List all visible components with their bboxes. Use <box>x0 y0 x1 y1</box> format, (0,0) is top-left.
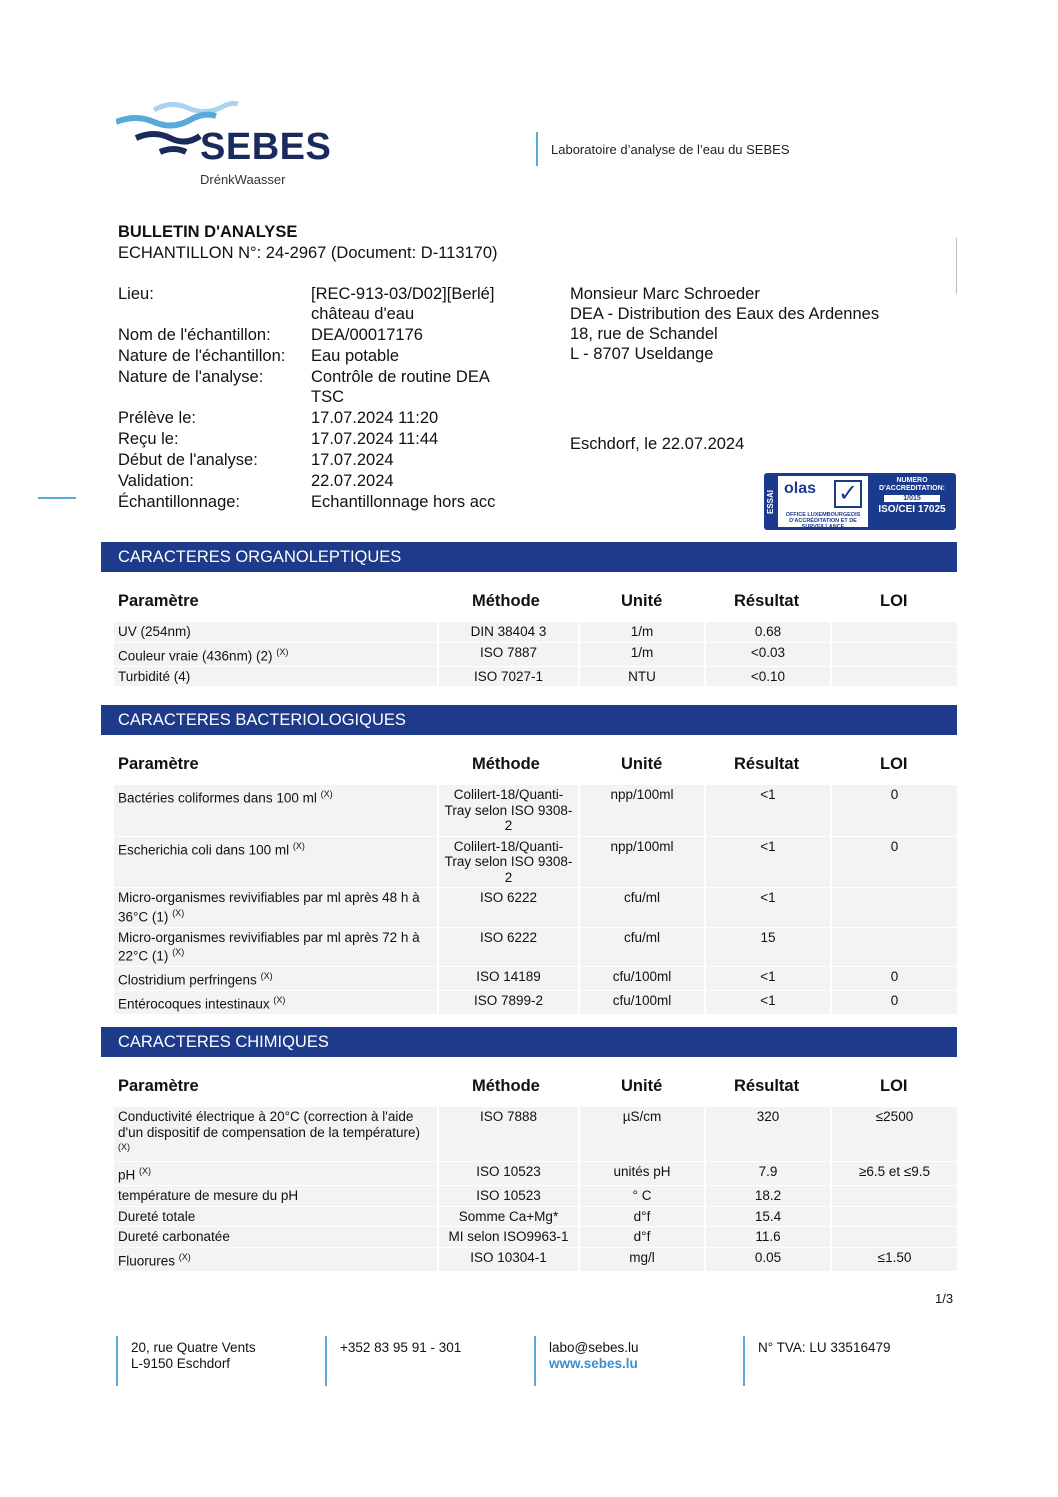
info-value: Contrôle de routine DEA TSC <box>311 368 489 406</box>
cell-loi: 0 <box>890 993 899 1008</box>
col-resultat: Résultat <box>734 1077 800 1095</box>
parametre-text: Conductivité électrique à 20°C (correction à l'aide d'un dispositif de compensation de la température) <box>118 1109 421 1140</box>
cell-parametre <box>114 991 439 1014</box>
cell-methode: ISO 7888 <box>439 1107 580 1161</box>
accreditation-number-title: NUMERO D'ACCREDITATION: <box>879 477 945 492</box>
col-unite: Unité <box>621 592 663 610</box>
cell-loi <box>832 1227 957 1247</box>
cell-methode: Colilert-18/Quanti-Tray selon ISO 9308-2 <box>439 837 580 888</box>
recipient-street: 18, rue de Schandel <box>570 325 718 343</box>
parametre-text: Clostridium perfringens <box>118 972 257 988</box>
accreditation-iso: ISO/CEI 17025 <box>878 504 946 515</box>
accredited-marker: (X) <box>273 995 286 1005</box>
table-organoleptiques <box>114 622 957 687</box>
cell-unite: cfu/ml <box>580 888 706 927</box>
cell-loi: ≤1.50 <box>877 1249 912 1265</box>
table-row <box>114 1107 957 1161</box>
recipient-address <box>570 284 879 364</box>
cell-methode: ISO 6222 <box>439 888 580 927</box>
cell-unite: cfu/ml <box>580 928 706 967</box>
parametre-text: Couleur vraie (436nm) (2) <box>118 648 273 663</box>
accreditation-badge <box>764 473 956 530</box>
parametre-text: Turbidité (4) <box>118 668 191 684</box>
table-row <box>114 991 957 1014</box>
cell-loi: 0 <box>890 787 899 802</box>
bulletin-title: BULLETIN D'ANALYSE <box>118 223 298 241</box>
table-chimiques <box>114 1107 957 1272</box>
col-parametre: Paramètre <box>118 755 199 773</box>
footer-divider <box>116 1336 118 1386</box>
olas-office: OFFICE LUXEMBOURGEOIS D'ACCRÉDITATION ET DE SURVEILLANCE <box>785 512 861 530</box>
cell-resultat: <1 <box>706 888 832 927</box>
info-value: Echantillonnage hors acc <box>311 493 496 511</box>
table-row <box>114 1227 957 1247</box>
cell-loi <box>832 888 957 927</box>
table-row <box>114 1162 957 1185</box>
lab-title: Laboratoire d’analyse de l’eau du SEBES <box>551 142 790 157</box>
accredited-marker: (X) <box>292 840 305 851</box>
cell-unite: npp/100ml <box>580 785 706 836</box>
cell-resultat: 320 <box>706 1107 832 1161</box>
cell-resultat: 15.4 <box>706 1207 832 1227</box>
col-unite: Unité <box>621 1077 663 1095</box>
info-value: 17.07.2024 11:20 <box>311 409 439 427</box>
footer-tva: N° TVA: LU 33516479 <box>758 1340 891 1355</box>
accredited-marker: (X) <box>320 789 333 799</box>
cell-unite: 1/m <box>580 643 706 666</box>
info-row <box>118 471 538 491</box>
section-title-bacteriologiques: CARACTERES BACTERIOLOGIQUES <box>101 705 957 735</box>
cell-unite: unités pH <box>580 1162 706 1185</box>
col-methode: Méthode <box>472 1077 540 1095</box>
cell-resultat: 15 <box>706 928 832 967</box>
report-date: Eschdorf, le 22.07.2024 <box>570 435 745 453</box>
cell-loi <box>832 667 957 687</box>
cell-unite: d°f <box>580 1227 706 1247</box>
info-row <box>118 325 538 345</box>
cell-methode: ISO 7899-2 <box>439 991 580 1014</box>
recipient-name: Monsieur Marc Schroeder <box>570 285 760 303</box>
parametre-text: Bactéries coliformes dans 100 ml <box>118 790 317 806</box>
info-value: [REC-913-03/D02][Berlé] château d'eau <box>311 285 495 323</box>
logo-tagline: DrénkWaasser <box>200 172 286 187</box>
info-label: Échantillonnage: <box>118 493 241 511</box>
cell-methode: Colilert-18/Quanti-Tray selon ISO 9308-2 <box>439 785 580 836</box>
info-label: Nature de l'analyse: <box>118 368 264 386</box>
cell-loi <box>832 643 957 666</box>
recipient-org: DEA - Distribution des Eaux des Ardennes <box>570 305 880 323</box>
cell-loi <box>832 1207 957 1227</box>
info-label: Début de l'analyse: <box>118 451 258 469</box>
section-title-chimiques: CARACTERES CHIMIQUES <box>101 1027 957 1057</box>
cell-parametre <box>114 837 439 888</box>
cell-unite: mg/l <box>580 1248 706 1271</box>
recipient-city: L - 8707 Useldange <box>570 345 714 363</box>
logo-name: SEBES <box>200 126 332 168</box>
info-row <box>118 367 538 407</box>
info-label: Nature de l'échantillon: <box>118 347 286 365</box>
table-row <box>114 667 957 687</box>
info-row <box>118 346 538 366</box>
cell-parametre <box>114 1107 439 1161</box>
cell-unite: cfu/100ml <box>580 967 706 990</box>
essai-label: ESSAI <box>766 490 775 515</box>
accredited-marker: (X) <box>260 971 273 981</box>
table-row <box>114 643 957 666</box>
cell-methode: MI selon ISO9963-1 <box>439 1227 580 1247</box>
accredited-marker: (X) <box>178 1251 191 1262</box>
footer-address-line2: L-9150 Eschdorf <box>131 1356 231 1371</box>
margin-mark <box>38 497 76 499</box>
accreditation-number: 1/015 <box>884 495 940 502</box>
col-unite: Unité <box>621 755 663 773</box>
table-row <box>114 622 957 642</box>
cell-resultat: <0.10 <box>706 667 832 687</box>
info-value: DEA/00017176 <box>311 326 423 344</box>
section-title-organoleptiques: CARACTERES ORGANOLEPTIQUES <box>101 542 957 572</box>
footer-address-line1: 20, rue Quatre Vents <box>131 1340 256 1355</box>
table-bacteriologiques <box>114 785 957 1015</box>
cell-resultat: 0.68 <box>706 622 832 642</box>
cell-loi <box>832 1186 957 1206</box>
cell-loi: 0 <box>890 838 899 854</box>
info-value: 17.07.2024 11:44 <box>311 430 439 448</box>
cell-parametre <box>114 643 439 666</box>
info-label: Prélève le: <box>118 409 196 427</box>
cell-parametre <box>114 785 439 836</box>
table-row <box>114 928 957 967</box>
sample-number: ECHANTILLON N°: 24-2967 (Document: D-113170) <box>118 244 498 262</box>
parametre-text: température de mesure du pH <box>118 1188 299 1203</box>
cell-unite: cfu/100ml <box>580 991 706 1014</box>
parametre-text: Escherichia coli dans 100 ml <box>118 842 290 857</box>
sample-info <box>118 284 538 513</box>
cell-methode: ISO 10523 <box>439 1186 580 1206</box>
cell-unite: ° C <box>580 1186 706 1206</box>
table-row <box>114 1248 957 1271</box>
table-row <box>114 1207 957 1227</box>
info-row <box>118 450 538 470</box>
info-label: Validation: <box>118 472 194 490</box>
footer-divider <box>743 1336 745 1386</box>
cell-parametre <box>114 1227 439 1247</box>
cell-methode: ISO 6222 <box>439 928 580 967</box>
accredited-marker: (X) <box>172 947 185 957</box>
cell-parametre <box>114 928 439 967</box>
info-row <box>118 408 538 428</box>
table-header <box>118 755 957 777</box>
col-loi: LOI <box>880 592 908 610</box>
cell-methode: ISO 7027-1 <box>439 667 580 687</box>
header-divider <box>536 132 538 166</box>
parametre-text: Fluorures <box>118 1253 176 1268</box>
checkmark-icon: ✓ <box>834 480 862 508</box>
parametre-text: Micro-organismes revivifiables par ml après 48 h à 36°C (1) <box>118 890 420 924</box>
page-number: 1/3 <box>935 1291 954 1306</box>
cell-resultat: <1 <box>706 785 832 836</box>
cell-loi <box>832 622 957 642</box>
cell-parametre <box>114 1162 439 1185</box>
cell-loi: 0 <box>890 969 899 984</box>
footer-address <box>131 1340 256 1372</box>
cell-resultat: <1 <box>706 967 832 990</box>
cell-parametre <box>114 967 439 990</box>
parametre-text: Micro-organismes revivifiables par ml après 72 h à 22°C (1) <box>118 929 420 964</box>
cell-methode: DIN 38404 3 <box>439 622 580 642</box>
cell-methode: ISO 10304-1 <box>439 1248 580 1271</box>
parametre-text: pH <box>118 1167 136 1183</box>
cell-parametre <box>114 888 439 927</box>
olas-logo: olas <box>784 480 817 497</box>
col-loi: LOI <box>880 755 908 773</box>
table-row <box>114 967 957 990</box>
col-parametre: Paramètre <box>118 1077 199 1095</box>
cell-methode: ISO 10523 <box>439 1162 580 1185</box>
footer-email[interactable]: labo@sebes.lu <box>549 1340 639 1355</box>
col-methode: Méthode <box>472 755 540 773</box>
cell-parametre <box>114 1186 439 1206</box>
accredited-marker: (X) <box>118 1142 130 1152</box>
info-value: Eau potable <box>311 347 400 365</box>
cell-loi <box>832 928 957 967</box>
footer-divider <box>325 1336 327 1386</box>
cell-unite: 1/m <box>580 622 706 642</box>
accredited-marker: (X) <box>139 1166 152 1176</box>
cell-unite: npp/100ml <box>580 837 706 888</box>
accredited-marker: (X) <box>172 907 185 918</box>
parametre-text: Entérocoques intestinaux <box>118 996 270 1012</box>
info-label: Nom de l'échantillon: <box>118 326 271 344</box>
col-resultat: Résultat <box>734 592 800 610</box>
col-parametre: Paramètre <box>118 592 199 610</box>
col-resultat: Résultat <box>734 755 800 773</box>
cell-resultat: 11.6 <box>706 1227 832 1247</box>
table-row <box>114 837 957 888</box>
cell-resultat: <0.03 <box>706 643 832 666</box>
footer-contact <box>549 1340 639 1372</box>
footer-phone: +352 83 95 91 - 301 <box>340 1340 462 1355</box>
table-header <box>118 1077 957 1099</box>
cell-unite: d°f <box>580 1207 706 1227</box>
margin-line <box>956 238 957 294</box>
table-row <box>114 1186 957 1206</box>
cell-loi: ≥6.5 et ≤9.5 <box>858 1164 931 1179</box>
cell-unite: µS/cm <box>580 1107 706 1161</box>
cell-resultat: <1 <box>706 837 832 888</box>
col-methode: Méthode <box>472 592 540 610</box>
cell-parametre <box>114 667 439 687</box>
info-value: 17.07.2024 <box>311 451 394 469</box>
cell-loi: ≤2500 <box>875 1109 914 1124</box>
col-loi: LOI <box>880 1077 908 1095</box>
parametre-text: UV (254nm) <box>118 624 191 639</box>
parametre-text: Dureté carbonatée <box>118 1229 230 1244</box>
parametre-text: Dureté totale <box>118 1208 196 1224</box>
cell-unite: NTU <box>580 667 706 687</box>
footer-website[interactable]: www.sebes.lu <box>549 1356 638 1371</box>
table-row <box>114 785 957 836</box>
info-value: 22.07.2024 <box>311 472 394 490</box>
footer-divider <box>534 1336 536 1386</box>
cell-parametre <box>114 1207 439 1227</box>
info-row <box>118 429 538 449</box>
accredited-marker: (X) <box>276 646 289 657</box>
cell-methode: ISO 7887 <box>439 643 580 666</box>
info-row <box>118 284 538 324</box>
info-label: Lieu: <box>118 285 154 303</box>
info-row <box>118 492 538 512</box>
cell-resultat: <1 <box>706 991 832 1014</box>
cell-resultat: 7.9 <box>706 1162 832 1185</box>
cell-methode: Somme Ca+Mg* <box>439 1207 580 1227</box>
cell-parametre <box>114 622 439 642</box>
cell-parametre <box>114 1248 439 1271</box>
cell-methode: ISO 14189 <box>439 967 580 990</box>
table-header <box>118 592 957 614</box>
cell-resultat: 18.2 <box>706 1186 832 1206</box>
table-row <box>114 888 957 927</box>
info-label: Reçu le: <box>118 430 179 448</box>
cell-resultat: 0.05 <box>706 1248 832 1271</box>
sebes-logo <box>116 100 346 195</box>
